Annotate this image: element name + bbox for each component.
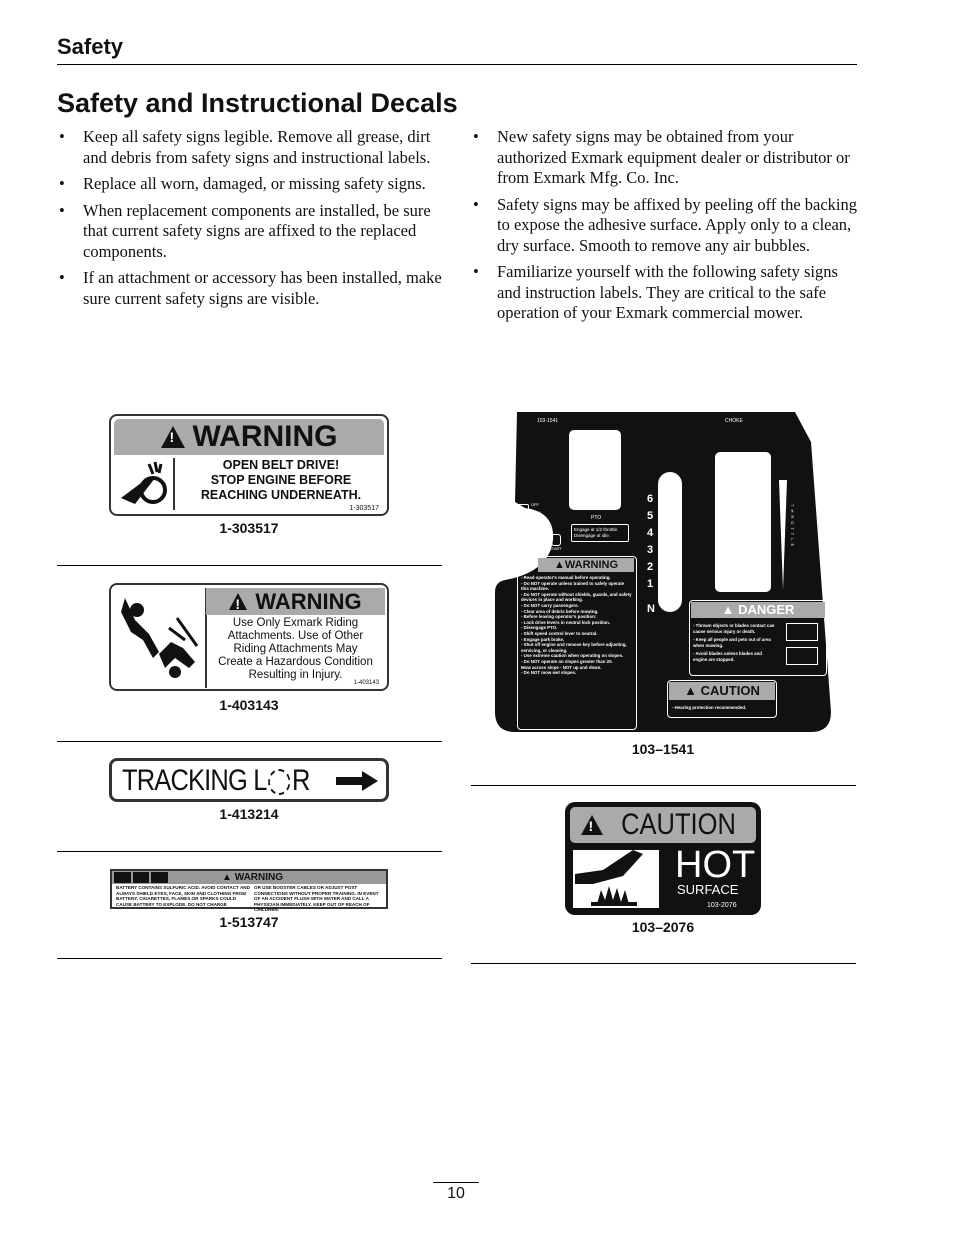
decal-caption: 1-413214 [219,806,279,822]
battery-warning-left: BATTERY CONTAINS SULFURIC ACID. AVOID CONTACT AND ALWAYS SHIELD EYES, FACE, SKIN AND CLOTHING FROM BATTERY. CIGARETTES, FLAMES OR SPARKS COULD CAUSE BATTERY TO EXPLODE. DO NOT CHARGE [116,885,250,907]
speed-slot [658,472,682,612]
decal-1-513747 [110,869,388,913]
warning-bar: ! WARNING [206,588,385,615]
decal-1-403143 [109,583,389,691]
bullets-right [471,127,859,330]
tracking-right-label: R [292,764,310,797]
throttle-wedge-icon [777,480,789,590]
decal-103-1541 [495,412,831,734]
header-rule [57,64,857,65]
decal-code: 1-303517 [349,505,379,512]
bullets-left [57,127,447,315]
page-title: Safety and Instructional Decals [57,88,458,118]
decal-line: Attachments. Use of Other [227,630,364,642]
belt-hazard-icon [115,458,175,510]
hot-label: HOT [675,844,756,886]
arrow-right-icon [336,771,378,791]
warning-triangle-icon [161,426,185,448]
decal-line: Riding Attachments May [233,643,358,655]
danger-heading: ▲ DANGER [691,602,825,618]
bullet-item: • New safety signs may be obtained from your authorized Exmark equipment dealer or distributor or from Exmark Mfg. Co. Inc. [471,127,859,189]
off-label: OFF [531,502,539,507]
divider [471,785,856,786]
key-switch-icon [517,504,529,516]
warning-heading: ▲ WARNING [222,872,284,883]
pto-label: PTO [591,515,602,521]
caution-list: - Hearing protection recommended. [672,705,747,710]
choke-label: CHOKE [725,418,743,424]
hand-blade-icon [786,647,818,665]
divider [57,565,442,566]
divider [57,958,442,959]
start-icon [551,534,561,546]
danger-list: - Thrown objects or blades contact can cause serious injury or death. - Keep all people and pets out of area when mowing. - Avoid blades unless blades and engine are stopped. [693,623,775,662]
warning-bar: ! WARNING [114,419,384,455]
throttle-slot [569,430,621,510]
danger-panel [689,600,827,676]
fall-hazard-icon [115,588,207,688]
decal-code: 103-1541 [537,418,559,424]
start-label: START [549,546,562,551]
divider [471,963,856,964]
surface-label: SURFACE [677,882,739,897]
adjust-knob-icon [268,769,290,795]
throttle-label: THROTTLE [790,504,795,550]
bullet-item: • Replace all worn, damaged, or missing safety signs. [57,174,447,195]
warning-heading: ▲WARNING [538,558,634,572]
decal-line: Resulting in Injury. [248,669,343,681]
thrown-objects-icon [786,623,818,641]
decal-caption: 103–2076 [631,919,695,935]
tracking-label: TRACKING L [122,764,267,797]
decal-caption: 1-403143 [219,697,279,713]
decal-line: Use Only Exmark Riding [232,617,359,629]
bullet-item: • When replacement components are installed, be sure that current safety signs are affixed to the replaced components. [57,201,447,263]
decal-line: Create a Hazardous Condition [218,656,373,668]
pto-note: Engage at 1/2 throttle. Disengage at idle. [571,524,629,542]
choke-slot [715,452,771,592]
bullet-item: • If an attachment or accessory has been installed, make sure current safety signs are visible. [57,268,447,309]
decal-code: 1-403143 [353,680,379,686]
hot-surface-icon [573,850,659,908]
warning-triangle-icon [581,815,603,835]
caution-heading: ▲ CAUTION [669,682,775,700]
bullet-item: • Safety signs may be affixed by peeling off the backing to expose the adhesive surface. Apply only to a clean, dry surface. Smooth to remove any air bubbles. [471,195,859,257]
decal-code: 103-2076 [707,902,737,909]
decal-caption: 1-303517 [219,520,279,536]
decal-1-413214 [109,758,389,802]
divider [57,741,442,742]
decal-line: STOP ENGINE BEFORE [210,473,352,487]
decal-103-2076 [565,802,761,915]
on-label: ON [535,510,541,515]
warning-triangle-icon [229,593,247,610]
decal-1-303517 [109,414,389,516]
speed-scale: 6 5 4 3 2 1 N [647,493,655,615]
battery-hazard-icons [114,872,168,883]
bullet-item: • Keep all safety signs legible. Remove all grease, dirt and debris from safety signs and instructional labels. [57,127,447,168]
section-header: Safety [57,34,124,59]
warning-panel [517,556,637,730]
warning-list: - Read operator's manual before operating. - Do NOT operate unless trained to safely operate this machine. - Do NOT operate without shields, guards, and safety devices in place and working. - Do NOT carry passengers. - Clear area of debris before mowing. - Before leaving operator's position: - Lock drive levers in neutral lock position. - Disengage PTO. - Shift speed control lever to neutral. - Engage park brake. - Shut off engine and remove key before adjusting, servicing, or cleaning. - Use extreme caution when operating on slopes. - Do NOT operate on slopes greater than 20. Mow across slope - NOT up and down. - Do NOT mow wet slopes. [521,575,632,676]
caution-bar: ! CAUTION [570,807,756,843]
decal-line: REACHING UNDERNEATH. [200,488,362,502]
divider [57,851,442,852]
page-number-rule [433,1182,479,1183]
page-number: 10 [447,1185,465,1202]
battery-warning-right: OR USE BOOSTER CABLES OR ADJUST POST CONNECTIONS WITHOUT PROPER TRAINING. IN EVENT OF AN ACCIDENT FLUSH WITH WATER AND CALL A PHYSICIAN IMMEDIATELY. KEEP OUT OF REACH OF CHILDREN. [254,885,379,913]
bullet-item: • Familiarize yourself with the following safety signs and instruction labels. They are critical to the safe operation of your Exmark commercial mower. [471,262,859,324]
decal-line: OPEN BELT DRIVE! [222,458,340,472]
decal-caption: 103–1541 [631,741,695,757]
caution-panel [667,680,777,718]
decal-caption: 1-513747 [219,914,279,930]
